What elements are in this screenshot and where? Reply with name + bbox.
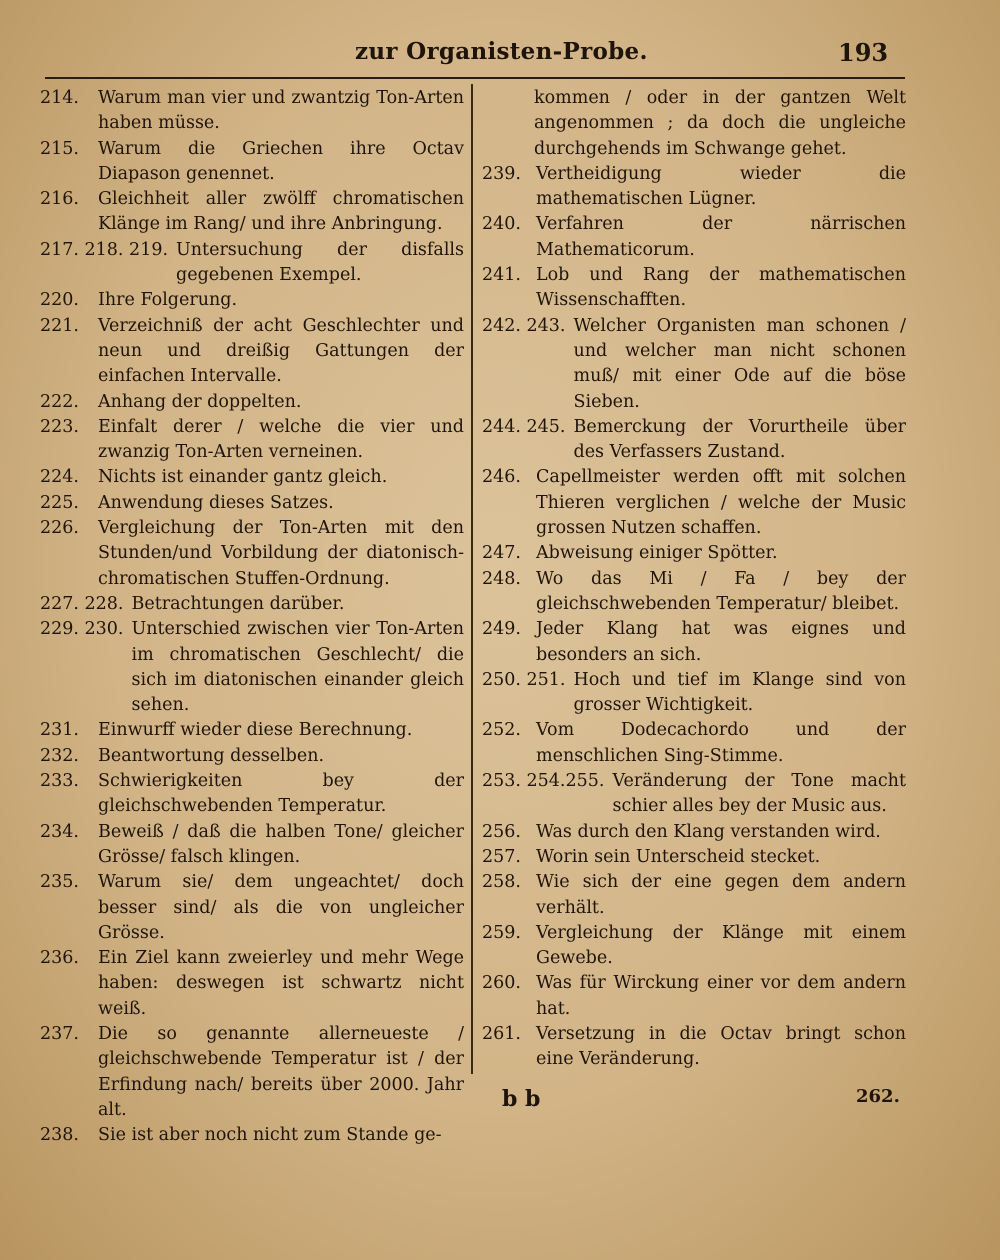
entry-text: Untersuchung der disfalls gegebenen Exempel.: [176, 239, 464, 286]
entry-number: 238.: [40, 1125, 79, 1146]
running-head-title: zur Organisten-Probe.: [355, 38, 648, 65]
entry-number: 236.: [40, 948, 79, 969]
right-column: [482, 86, 906, 1073]
entry-number: 256.: [482, 821, 521, 842]
index-entry: [482, 567, 906, 618]
header-rule: [45, 77, 905, 79]
entry-number: 248.: [482, 568, 521, 589]
entry-text: Beantwortung desselben.: [98, 745, 325, 766]
index-entry: [482, 162, 906, 213]
entry-number: 217. 218. 219.: [40, 239, 169, 260]
entry-text: Sie ist aber noch nicht zum Stande ge-: [98, 1125, 442, 1146]
index-entry: [40, 137, 464, 188]
entry-text: Vom Dodecachordo und der menschlichen Sing-Stimme.: [536, 720, 906, 766]
index-entry: [482, 820, 906, 845]
index-entry: [40, 1123, 464, 1148]
entry-text: Ein Ziel kann zweierley und mehr Wege haben: deswegen ist schwartz nicht weiß.: [98, 948, 464, 1019]
entry-text: Warum die Griechen ihre Octav Diapason genennet.: [98, 138, 464, 184]
column-divider: [471, 84, 473, 1074]
entry-number: 247.: [482, 543, 521, 564]
index-entry: [482, 263, 906, 314]
index-entry: [40, 769, 464, 820]
entry-text: Wie sich der eine gegen dem andern verhält.: [536, 872, 906, 918]
index-entry: [40, 390, 464, 415]
entry-number: 231.: [40, 720, 79, 741]
entry-number: 214.: [40, 88, 79, 108]
entry-text: Einwurff wieder diese Berechnung.: [98, 720, 413, 741]
index-entry: [40, 744, 464, 769]
entry-text: Versetzung in die Octav bringt schon eine Veränderung.: [536, 1023, 906, 1070]
entry-text: Wo das Mi / Fa / bey der gleichschwebenden Temperatur/ bleibet.: [536, 568, 906, 614]
entry-number: 232.: [40, 745, 79, 766]
entry-text: Capellmeister werden offt mit solchen Thieren verglichen / welche der Music grossen Nutzen schaffen.: [536, 467, 906, 539]
entry-number: 223.: [40, 416, 79, 437]
entry-text: Die so genannte allerneueste / gleichschwebende Temperatur ist / der Erfindung nach/ bereits über 2000. Jahr alt.: [98, 1023, 464, 1120]
entry-text: Anwendung dieses Satzes.: [98, 492, 334, 513]
entry-number: 242. 243.: [482, 315, 566, 336]
entry-continuation: kommen / oder in der gantzen Welt angenommen ; da doch die ungleiche durchgehends im Schwange gehet.: [534, 88, 906, 159]
index-entry: [482, 971, 906, 1022]
entry-number: 221.: [40, 315, 79, 336]
entry-text: Ihre Folgerung.: [98, 290, 238, 311]
entry-number: 253. 254.255.: [482, 771, 605, 792]
entry-number: 235.: [40, 872, 79, 893]
entry-number: 222.: [40, 391, 79, 412]
entry-number: 237.: [40, 1023, 79, 1044]
entry-number: 215.: [40, 138, 79, 159]
index-entry: [482, 415, 906, 466]
entry-text: Anhang der doppelten.: [98, 391, 302, 412]
entry-text: Jeder Klang hat was eignes und besonders an sich.: [536, 619, 906, 665]
index-entry: [482, 769, 906, 820]
index-entry: [482, 465, 906, 541]
index-entry: [40, 516, 464, 592]
index-entry: [40, 465, 464, 490]
entry-number: 246.: [482, 467, 521, 488]
index-entry: [40, 946, 464, 1022]
entry-text: Was durch den Klang verstanden wird.: [536, 821, 881, 842]
entry-number: 259.: [482, 922, 521, 943]
index-entry: [40, 491, 464, 516]
left-column: [40, 86, 464, 1148]
entry-text: Hoch und tief im Klange sind von grosser Wichtigkeit.: [573, 669, 906, 716]
catchword: 262.: [856, 1086, 900, 1107]
entry-text: Welcher Organisten man schonen / und welcher man nicht schonen muß/ mit einer Ode auf die böse Sieben.: [573, 315, 906, 412]
index-entry: [40, 1022, 464, 1123]
index-entry: [482, 921, 906, 972]
index-entry: [40, 592, 464, 617]
entry-number: 260.: [482, 973, 521, 994]
entry-text: Betrachtungen darüber.: [131, 593, 345, 614]
entry-text: Warum man vier und zwantzig Ton-Arten haben müsse.: [98, 88, 464, 134]
entry-text: Einfalt derer / welche die vier und zwanzig Ton-Arten verneinen.: [98, 416, 464, 463]
entry-number: 258.: [482, 872, 521, 893]
entry-text: Unterschied zwischen vier Ton-Arten im chromatischen Geschlecht/ die sich im diatonischen einander gleich sehen.: [131, 619, 464, 716]
entry-number: 239.: [482, 163, 521, 184]
index-entry: [482, 668, 906, 719]
entry-text: Was für Wirckung einer vor dem andern hat.: [536, 973, 906, 1019]
index-entry: [40, 187, 464, 238]
entry-number: 240.: [482, 214, 521, 235]
entry-number: 244. 245.: [482, 416, 566, 437]
entry-number: 233.: [40, 771, 79, 792]
index-entry: [40, 617, 464, 718]
index-entry: [482, 1022, 906, 1073]
entry-text: Schwierigkeiten bey der gleichschwebenden Temperatur.: [98, 771, 464, 817]
entry-text: Warum sie/ dem ungeachtet/ doch besser sind/ als die von ungleicher Grösse.: [98, 872, 464, 943]
entry-text: Verfahren der närrischen Mathematicorum.: [536, 214, 906, 260]
index-entry: [40, 86, 464, 137]
entry-number: 227. 228.: [40, 593, 124, 614]
index-entry: [40, 718, 464, 743]
index-entry: [482, 212, 906, 263]
entry-number: 250. 251.: [482, 669, 566, 690]
entry-number: 216.: [40, 189, 79, 210]
entry-text: Abweisung einiger Spötter.: [536, 543, 778, 564]
index-entry: [40, 238, 464, 289]
index-entry: [40, 314, 464, 390]
index-entry: [482, 845, 906, 870]
entry-text: Beweiß / daß die halben Tone/ gleicher Grösse/ falsch klingen.: [98, 821, 464, 867]
entry-number: 252.: [482, 720, 521, 741]
index-entry: [40, 870, 464, 946]
entry-text: Veränderung der Tone macht schier alles bey der Music aus.: [612, 771, 906, 817]
signature-mark: b b: [502, 1086, 541, 1112]
entry-number: 257.: [482, 846, 521, 867]
entry-text: Bemerckung der Vorurtheile über des Verfassers Zustand.: [573, 416, 906, 463]
index-entry: [40, 820, 464, 871]
index-entry: [40, 415, 464, 466]
entry-text: Verzeichniß der acht Geschlechter und neun und dreißig Gattungen der einfachen Intervalle.: [98, 315, 464, 387]
page-number: 193: [838, 38, 889, 67]
entry-text: Worin sein Unterscheid stecket.: [536, 846, 821, 867]
entry-number: 261.: [482, 1023, 521, 1044]
entry-text: Vergleichung der Ton-Arten mit den Stunden/und Vorbildung der diatonisch-chromatischen Stuffen-Ordnung.: [98, 518, 464, 589]
entry-text: Vergleichung der Klänge mit einem Gewebe.: [536, 922, 906, 969]
index-entry: [482, 541, 906, 566]
index-entry: [482, 314, 906, 415]
entry-number: 241.: [482, 265, 521, 286]
entry-number: 226.: [40, 518, 79, 539]
entry-text: Gleichheit aller zwölff chromatischen Klänge im Rang/ und ihre Anbringung.: [98, 189, 464, 235]
index-entry: [40, 288, 464, 313]
index-entry: [482, 718, 906, 769]
entry-text: Vertheidigung wieder die mathematischen Lügner.: [536, 163, 906, 210]
entry-number: 234.: [40, 821, 79, 842]
entry-number: 220.: [40, 290, 79, 311]
entry-text: Lob und Rang der mathematischen Wissenschafften.: [536, 265, 906, 311]
entry-number: 224.: [40, 467, 79, 488]
entry-number: 229. 230.: [40, 619, 124, 640]
entry-text: Nichts ist einander gantz gleich.: [98, 467, 388, 488]
entry-number: 225.: [40, 492, 79, 513]
index-entry: [482, 870, 906, 921]
entry-number: 249.: [482, 619, 521, 640]
index-entry: [482, 617, 906, 668]
